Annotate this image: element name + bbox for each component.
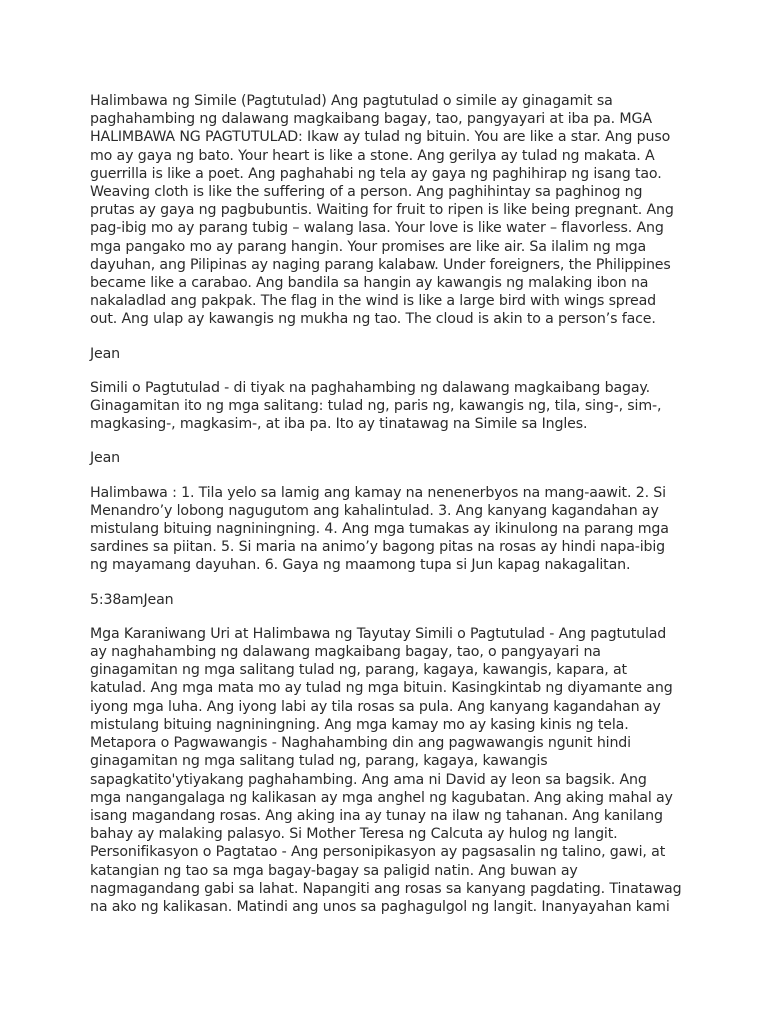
paragraph-gap	[90, 468, 680, 484]
paragraph-simile-intro	[90, 92, 680, 329]
author-label	[90, 449, 680, 467]
text-line: Menandro’y lobong nagugutom ang kahalintulad. 3. Ang kanyang kagandahan ay	[90, 502, 659, 519]
paragraph-examples	[90, 484, 680, 575]
paragraph-simili-definition	[90, 379, 680, 434]
text-line: mistulang bituing nagniningning. 4. Ang mga tumakas ay ikinulong na parang mga	[90, 521, 669, 538]
paragraph-gap	[90, 363, 680, 379]
text-line: out. Ang ulap ay kawangis ng mukha ng tao. The cloud is akin to a person’s face.	[90, 311, 656, 328]
text-line: Weaving cloth is like the suffering of a person. Ang paghihintay sa paghinog ng	[90, 184, 643, 201]
text-line: guerrilla is like a poet. Ang paghahabi ng tela ay gaya ng paghihirap ng isang tao.	[90, 165, 662, 182]
text-line: paghahambing ng dalawang magkaibang bagay, tao, pangyayari at iba pa. MGA	[90, 111, 652, 128]
text-line: prutas ay gaya ng pagbubuntis. Waiting for fruit to ripen is like being pregnant. Ang	[90, 202, 674, 219]
text-line: Ginagamitan ito ng mga salitang: tulad ng, paris ng, kawangis ng, tila, sing-, sim-,	[90, 398, 662, 415]
text-line: katangian ng tao sa mga bagay-bagay sa paligid natin. Ang buwan ay	[90, 862, 578, 879]
text-line: Personifikasyon o Pagtatao - Ang personipikasyon ay pagsasalin ng talino, gawi, at	[90, 844, 666, 861]
author-timestamp-label	[90, 591, 680, 609]
text-line: mga pangako mo ay parang hangin. Your promises are like air. Sa ilalim ng mga	[90, 238, 647, 255]
text-line: ginagamitan ng mga salitang tulad ng, parang, kagaya, kawangis	[90, 753, 548, 770]
text-line: Mga Karaniwang Uri at Halimbawa ng Tayutay Simili o Pagtutulad - Ang pagtutulad	[90, 625, 667, 642]
text-line: mistulang bituing nagniningning. Ang mga kamay mo ay kasing kinis ng tela.	[90, 716, 629, 733]
text-line: dayuhan, ang Pilipinas ay naging parang kalabaw. Under foreigners, the Philippines	[90, 256, 671, 273]
text-line: 5:38amJean	[90, 591, 174, 608]
text-line: sardines sa piitan. 5. Si maria na animo’y bagong pitas na rosas ay hindi napa-ibig	[90, 539, 666, 556]
text-line: became like a carabao. Ang bandila sa hangin ay kawangis ng malaking ibon na	[90, 275, 649, 292]
paragraph-gap	[90, 433, 680, 449]
paragraph-tayutay-types	[90, 625, 680, 916]
author-label	[90, 345, 680, 363]
document-page	[90, 92, 680, 916]
text-line: sapagkatito'ytiyakang paghahambing. Ang ama ni David ay leon sa bagsik. Ang	[90, 771, 647, 788]
text-line: ng mayamang dayuhan. 6. Gaya ng maamong tupa si Jun kapag nakagalitan.	[90, 557, 631, 574]
text-line: Jean	[90, 345, 120, 362]
paragraph-gap	[90, 609, 680, 625]
text-line: Halimbawa ng Simile (Pagtutulad) Ang pagtutulad o simile ay ginagamit sa	[90, 93, 613, 109]
text-line: mga nangangalaga ng kalikasan ay mga anghel ng kagubatan. Ang aking mahal ay	[90, 789, 673, 806]
text-line: katulad. Ang mga mata mo ay tulad ng mga bituin. Kasingkintab ng diyamante ang	[90, 680, 673, 697]
text-line: ay naghahambing ng dalawang magkaibang bagay, tao, o pangyayari na	[90, 644, 601, 661]
text-line: na ako ng kalikasan. Matindi ang unos sa paghagulgol ng langit. Inanyayahan kami	[90, 898, 670, 915]
text-line: isang magandang rosas. Ang aking ina ay tunay na ilaw ng tahanan. Ang kanilang	[90, 807, 663, 824]
text-line: bahay ay malaking palasyo. Si Mother Teresa ng Calcuta ay hulog ng langit.	[90, 826, 618, 843]
text-line: nagmagandang gabi sa lahat. Napangiti ang rosas sa kanyang pagdating. Tinatawag	[90, 880, 682, 897]
text-line: ginagamitan ng mga salitang tulad ng, parang, kagaya, kawangis, kapara, at	[90, 662, 627, 679]
text-line: Metapora o Pagwawangis - Naghahambing din ang pagwawangis ngunit hindi	[90, 735, 631, 752]
paragraph-gap	[90, 575, 680, 591]
text-line: magkasing-, magkasim-, at iba pa. Ito ay tinatawag na Simile sa Ingles.	[90, 416, 588, 433]
text-line: iyong mga luha. Ang iyong labi ay tila rosas sa pula. Ang kanyang kagandahan ay	[90, 698, 661, 715]
text-line: Jean	[90, 450, 120, 467]
text-line: Halimbawa : 1. Tila yelo sa lamig ang kamay na nenenerbyos na mang-aawit. 2. Si	[90, 484, 666, 501]
text-line: nakaladlad ang pakpak. The flag in the wind is like a large bird with wings spread	[90, 293, 657, 310]
text-line: mo ay gaya ng bato. Your heart is like a stone. Ang gerilya ay tulad ng makata. A	[90, 147, 655, 164]
text-line: Simili o Pagtutulad - di tiyak na paghahambing ng dalawang magkaibang bagay.	[90, 379, 650, 396]
paragraph-gap	[90, 329, 680, 345]
text-line: HALIMBAWA NG PAGTUTULAD: Ikaw ay tulad ng bituin. You are like a star. Ang puso	[90, 129, 671, 146]
text-line: pag-ibig mo ay parang tubig – walang lasa. Your love is like water – flavorless. Ang	[90, 220, 664, 237]
